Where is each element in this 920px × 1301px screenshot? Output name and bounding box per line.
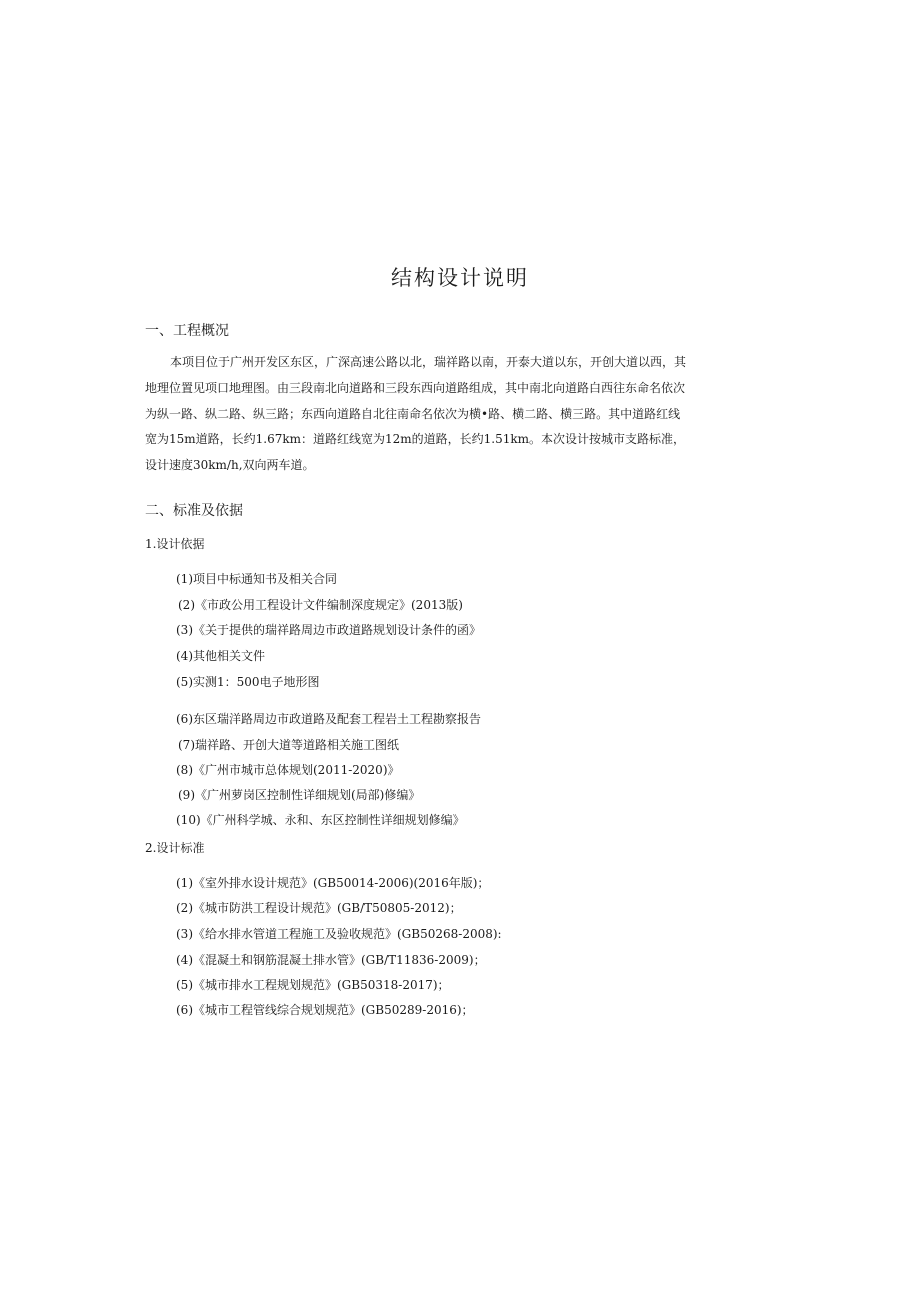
- design-standard-item: (5)《城市排水工程规划规范》(GB50318-2017)；: [176, 978, 450, 992]
- paragraph-line: 地理位置见项口地理图。由三段南北向道路和三段东西向道路组成，其中南北向道路白西往东命名依次: [145, 380, 686, 395]
- paragraph-line: 设计速度30km/h,双向两车道。: [145, 458, 315, 473]
- design-basis-item: (1)项目中标通知书及相关合同: [176, 572, 337, 586]
- document-title: 结构设计说明: [391, 266, 529, 290]
- paragraph-line: 宽为15m道路，长约1.67km：道路红线宽为12m的道路，长约1.51km。本次设计按城市支路标准，: [145, 432, 686, 447]
- design-basis-item: (5)实测1：500电子地形图: [176, 675, 320, 689]
- section-heading-overview: 一、工程概况: [145, 323, 229, 339]
- section-heading-standards: 二、标准及依据: [145, 503, 243, 519]
- design-basis-item: (10)《广州科学城、永和、东区控制性详细规划修编》: [176, 813, 465, 827]
- design-standard-item: (2)《城市防洪工程设计规范》(GB/T50805-2012)；: [176, 901, 462, 915]
- design-standard-item: (3)《给水排水管道工程施工及验收规范》(GB50268-2008):: [176, 927, 502, 941]
- design-basis-item: (4)其他相关文件: [176, 649, 265, 663]
- design-standard-item: (6)《城市工程管线综合规划规范》(GB50289-2016)；: [176, 1003, 474, 1017]
- design-basis-item: (7)瑞祥路、开创大道等道路相关施工图纸: [178, 738, 399, 752]
- subsection-heading-design-basis: 1.设计依据: [145, 537, 205, 551]
- paragraph-line: 本项目位于广州开发区东区，广深高速公路以北，瑞祥路以南，开泰大道以东，开创大道以西，其: [170, 355, 687, 369]
- design-basis-item: (6)东区瑞洋路周边市政道路及配套工程岩土工程勘察报告: [176, 712, 482, 726]
- design-standard-item: (4)《混凝土和钢筋混凝土排水管》(GB/T11836-2009)；: [176, 953, 486, 967]
- design-basis-item: (8)《广州市城市总体规划(2011-2020)》: [176, 763, 400, 777]
- design-basis-item: (3)《关于提供的瑞祥路周边市政道路规划设计条件的函》: [176, 623, 482, 637]
- overview-paragraph: [145, 350, 705, 479]
- subsection-heading-design-standards: 2.设计标准: [145, 841, 205, 855]
- design-basis-item: (2)《市政公用工程设计文件编制深度规定》(2013版): [178, 598, 463, 612]
- design-standard-item: (1)《室外排水设计规范》(GB50014-2006)(2016年版)；: [176, 876, 490, 890]
- paragraph-line: 为纵一路、纵二路、纵三路；东西向道路自北往南命名依次为横•路、横二路、横三路。其中道路红线: [145, 406, 681, 421]
- design-basis-item: (9)《广州萝岗区控制性详细规划(局部)修编》: [178, 788, 421, 802]
